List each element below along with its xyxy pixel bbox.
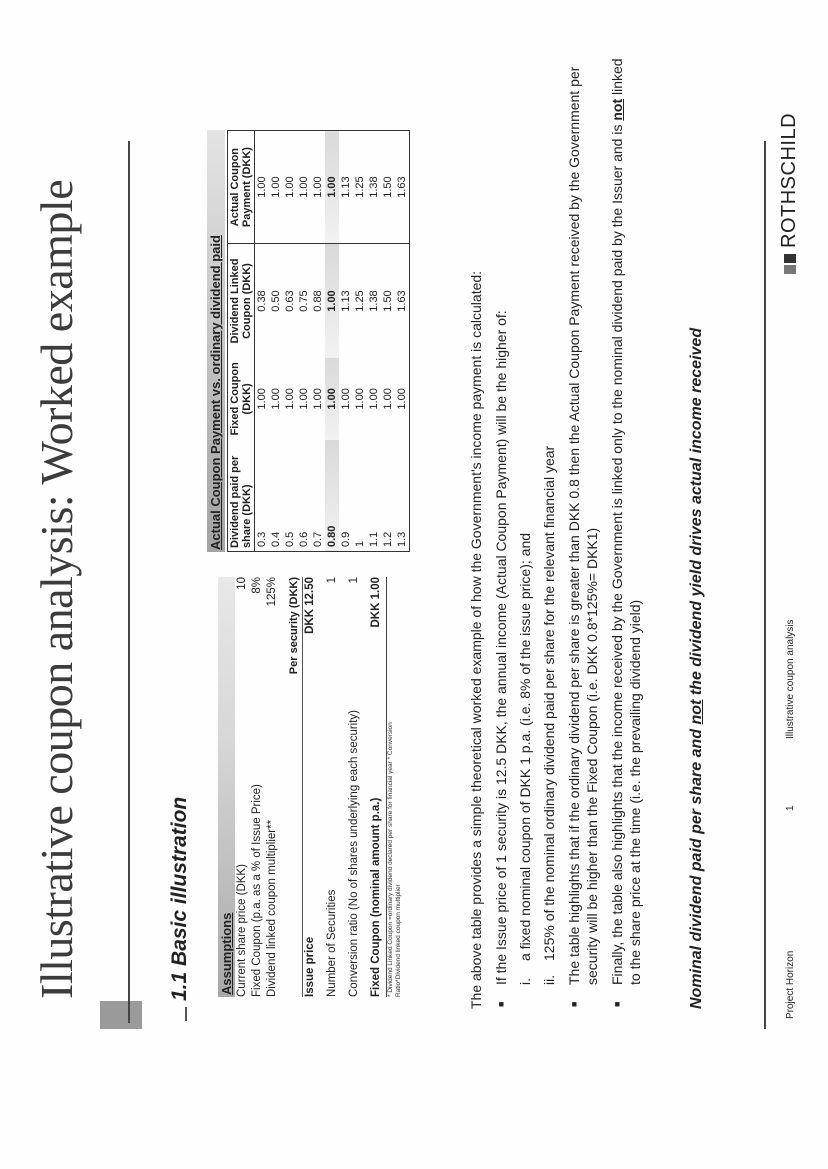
table-row	[283, 131, 297, 552]
conclusion-part: the dividend yield drives actual income received	[688, 327, 705, 696]
assumption-label: Current share price (DKK)	[236, 864, 248, 997]
sub-item-number: ii.	[541, 974, 557, 985]
issue-price-value: DKK 12.50	[304, 577, 316, 634]
table-cell: 0.7	[312, 531, 324, 547]
section-subtitle: 1.1 Basic illustration	[168, 796, 191, 1001]
coupon-table-heading: Actual Coupon Payment vs. ordinary dividend paid	[207, 130, 225, 552]
table-cell: 0.4	[270, 531, 282, 547]
table-row	[381, 131, 395, 552]
table-cell: 0.3	[256, 531, 268, 547]
table-cell: 1.50	[381, 131, 395, 244]
table-cell: 1.00	[311, 131, 325, 244]
conclusion-part: Nominal dividend paid per share and	[688, 728, 705, 1009]
table-header-row	[228, 131, 255, 552]
sub-item-number: i.	[517, 978, 533, 985]
table-cell: 1.13	[340, 290, 352, 312]
table-cell: 1.00	[382, 388, 394, 410]
fixed-coupon-label: Fixed Coupon (nominal amount p.a.)	[370, 797, 382, 997]
table-cell: 1.13	[339, 131, 353, 244]
table-cell: 1.00	[283, 131, 297, 244]
table-cell: 1.3	[396, 531, 408, 547]
emphasis-not: not	[609, 98, 625, 121]
sub-list-item	[540, 49, 558, 985]
assumption-row	[235, 577, 250, 997]
table-row	[255, 131, 270, 552]
subtitle-marker	[185, 1007, 187, 1021]
assumptions-footnote: Ratio*Dividend linked coupon multiplier	[395, 884, 402, 997]
table-cell: 1.25	[354, 290, 366, 312]
table-row	[269, 131, 283, 552]
coupon-table-body	[255, 131, 410, 552]
rothschild-logo-icon	[784, 254, 796, 274]
conclusion-emphasis: not	[688, 699, 705, 725]
conclusion-statement	[688, 49, 706, 1009]
sub-list-item	[516, 49, 534, 985]
bullet-text: Finally, the table also highlights that the income received by the Government is linked only to the nominal dividend paid by the Issuer and is	[609, 124, 625, 985]
table-cell: 0.50	[270, 290, 282, 312]
table-cell: 1.38	[368, 290, 380, 312]
assumptions-footnote: * Dividend Linked Coupon =ordinary dividend declared per share for financial year * Conversion	[387, 722, 394, 997]
num-securities-label: Number of Securities	[326, 889, 338, 997]
footer-doc-title: Illustrative coupon analysis	[785, 619, 796, 739]
table-cell: 0.88	[312, 290, 324, 312]
table-row	[311, 131, 325, 552]
footer-divider	[764, 141, 766, 1029]
table-row	[339, 131, 353, 552]
table-cell: 1.00	[325, 131, 339, 244]
conversion-ratio-value: 1	[348, 577, 360, 584]
table-cell: 0.5	[284, 531, 296, 547]
num-securities-row	[325, 577, 340, 997]
assumptions-panel	[218, 577, 403, 997]
assumption-value: 125%	[266, 577, 278, 607]
table-cell: 1.00	[340, 388, 352, 410]
fixed-coupon-row	[369, 577, 384, 997]
assumptions-heading: Assumptions	[218, 577, 235, 997]
column-header: Dividend Linked Coupon (DKK)	[228, 244, 255, 358]
table-cell: 1.63	[396, 290, 408, 312]
table-cell: 1.00	[312, 388, 324, 410]
table-row	[297, 131, 311, 552]
per-security-header: Per security (DKK)	[287, 577, 303, 997]
bullet-text: linked to the share price at the time (i.e. the prevailing dividend yield)	[609, 58, 643, 985]
list-item	[608, 49, 644, 1009]
footer-project: Project Horizon	[785, 950, 796, 1019]
table-cell: 1.00	[298, 388, 310, 410]
table-cell: 1.00	[284, 388, 296, 410]
list-item	[565, 49, 601, 1009]
table-cell: 0.75	[298, 290, 310, 312]
table-cell: 1.1	[368, 531, 380, 547]
table-row	[353, 131, 367, 552]
column-header: Fixed Coupon (DKK)	[228, 358, 255, 440]
table-cell: 1.00	[325, 244, 339, 358]
sub-item-text: 125% of the nominal ordinary dividend paid per share for the relevant financial year	[541, 445, 557, 961]
table-cell: 1.00	[297, 131, 311, 244]
table-cell: 1.00	[325, 358, 339, 440]
table-cell: 1.00	[270, 388, 282, 410]
table-cell: 1.25	[353, 131, 367, 244]
table-row	[367, 131, 381, 552]
table-cell: 1.63	[395, 131, 410, 244]
fixed-coupon-value: DKK 1.00	[370, 577, 382, 628]
conversion-ratio-label: Conversion ratio (No of shares underlying each security)	[348, 710, 360, 997]
explanation-list	[492, 49, 651, 1009]
coupon-table	[227, 130, 410, 552]
title-accent-bar	[100, 1001, 142, 1029]
assumption-value: 10	[236, 577, 248, 590]
table-cell: 1.00	[269, 131, 283, 244]
table-cell: 1.50	[382, 290, 394, 312]
footer-page-number: 1	[785, 805, 796, 811]
assumption-value: 8%	[251, 577, 263, 594]
table-cell: 0.80	[325, 440, 339, 552]
num-securities-value: 1	[326, 577, 338, 584]
table-cell: 1	[354, 540, 366, 547]
column-header: Actual Coupon Payment (DKK)	[228, 131, 255, 244]
sub-list	[516, 49, 558, 985]
issue-price-row	[303, 577, 318, 997]
assumption-label: Dividend linked coupon multiplier**	[266, 819, 278, 997]
conversion-ratio-row	[347, 577, 362, 997]
table-cell: 0.38	[256, 290, 268, 312]
brand-name: ROTHSCHILD	[778, 112, 800, 248]
list-item	[492, 49, 558, 1009]
column-header: Dividend paid per share (DKK)	[228, 440, 255, 552]
title-divider	[128, 141, 130, 1023]
table-cell: 0.6	[298, 531, 310, 547]
issue-price-label: Issue price	[304, 936, 316, 997]
assumption-row	[250, 577, 265, 997]
intro-paragraph: The above table provides a simple theoretical worked example of how the Government's income payment is calculated:	[468, 270, 484, 1009]
table-cell: 1.00	[256, 388, 268, 410]
bullet-text: If the Issue price of 1 security is 12.5 DKK, the annual income (Actual Coupon Payment) will be the higher of:	[493, 310, 509, 985]
assumption-row	[265, 577, 280, 997]
brand-logo	[778, 113, 801, 274]
sub-item-text: a fixed nominal coupon of DKK 1 p.a. (i.e. 8% of the issue price); and	[517, 532, 533, 961]
page-title: Illustrative coupon analysis: Worked example	[31, 179, 82, 999]
table-row	[325, 131, 339, 552]
table-cell: 0.63	[284, 290, 296, 312]
table-cell: 1.00	[368, 388, 380, 410]
assumption-label: Fixed Coupon (p.a. as a % of Issue Price)	[251, 784, 263, 997]
table-cell: 1.00	[396, 388, 408, 410]
table-cell: 1.38	[367, 131, 381, 244]
table-cell: 0.9	[340, 531, 352, 547]
table-cell: 1.00	[354, 388, 366, 410]
table-cell: 1.00	[255, 131, 270, 244]
table-row	[395, 131, 410, 552]
bullet-text: The table highlights that if the ordinary dividend per share is greater than DKK 0.8 then the Actual Coupon Payment received by the Government per security will be higher than the Fixed Coupon (i.e. DKK 0.8*125%= DKK1)	[566, 66, 600, 985]
table-cell: 1.2	[382, 531, 394, 547]
